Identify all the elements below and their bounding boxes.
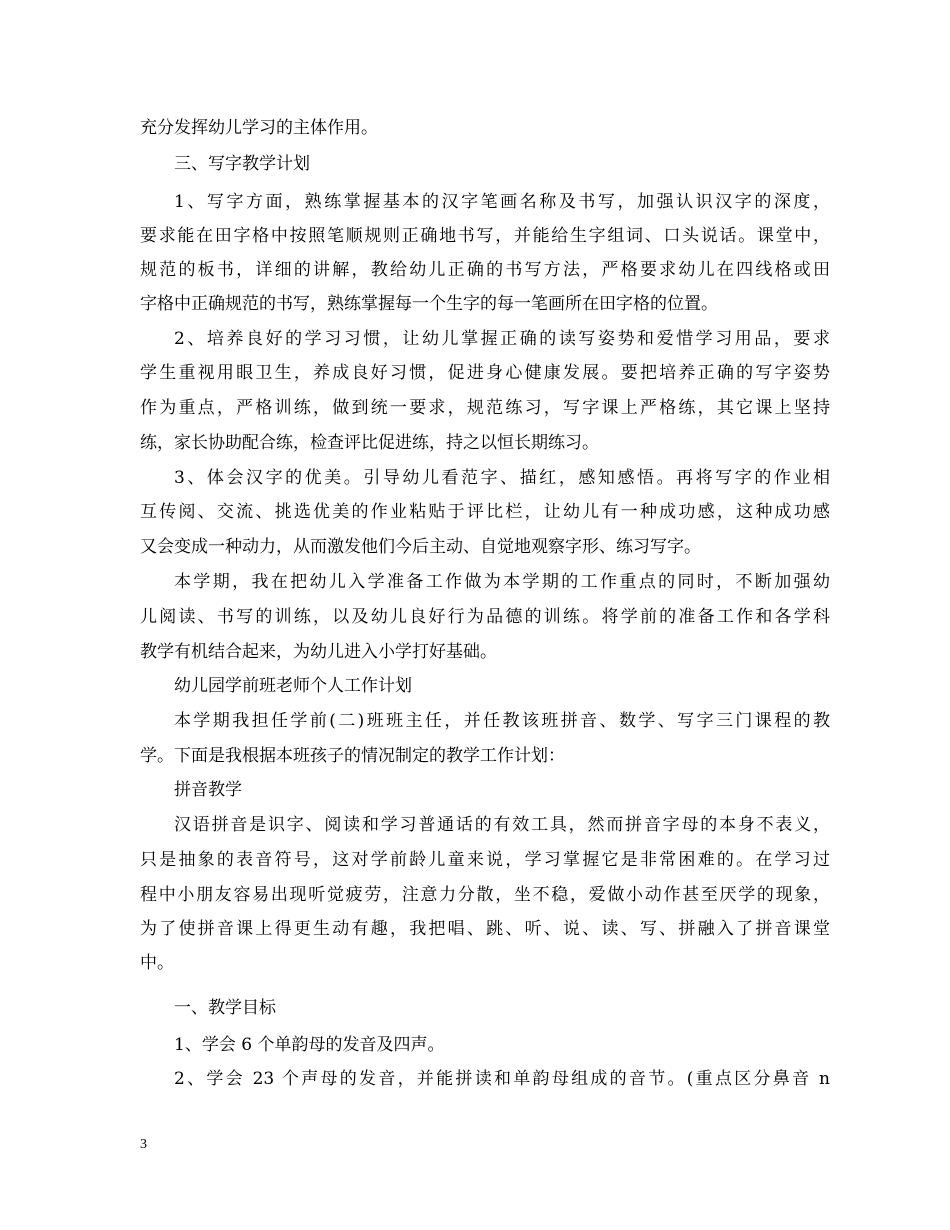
text-line: 学。下面是我根据本班孩子的情况制定的教学工作计划： <box>140 746 565 766</box>
text-line: 3、体会汉字的优美。引导幼儿看范字、描红，感知感悟。再将写字的作业相 <box>174 468 830 488</box>
text-line: 又会变成一种动力，从而激发他们今后主动、自觉地观察字形、练习写字。 <box>140 537 701 557</box>
text-line: 2、学会 23 个声母的发音，并能拼读和单韵母组成的音节。(重点区分鼻音 n <box>174 1069 830 1089</box>
text-line: 程中小朋友容易出现听觉疲劳，注意力分散，坐不稳，爱做小动作甚至厌学的现象， <box>140 885 830 905</box>
text-line: 汉语拼音是识字、阅读和学习普通话的有效工具，然而拼音字母的本身不表义， <box>174 815 830 835</box>
section-heading: 幼儿园学前班老师个人工作计划 <box>174 676 412 696</box>
text-line: 只是抽象的表音符号，这对学前龄儿童来说，学习掌握它是非常困难的。在学习过 <box>140 850 830 870</box>
text-line: 中。 <box>140 953 174 973</box>
text-line: 作为重点，严格训练，做到统一要求，规范练习，写字课上严格练，其它课上坚持 <box>140 398 830 418</box>
text-line: 字格中正确规范的书写，熟练掌握每一个生字的每一笔画所在田字格的位置。 <box>140 294 718 314</box>
section-heading: 三、写字教学计划 <box>174 154 310 174</box>
text-line: 规范的板书，详细的讲解，教给幼儿正确的书写方法，严格要求幼儿在四线格或田 <box>140 260 830 280</box>
text-line: 1、写字方面，熟练掌握基本的汉字笔画名称及书写，加强认识汉字的深度， <box>174 192 830 212</box>
text-line: 本学期，我在把幼儿入学准备工作做为本学期的工作重点的同时，不断加强幼 <box>174 572 830 592</box>
text-line: 要求能在田字格中按照笔顺规则正确地书写，并能给生字组词、口头说话。课堂中， <box>140 226 830 246</box>
text-line: 为了使拼音课上得更生动有趣，我把唱、跳、听、说、读、写、拼融入了拼音课堂 <box>140 919 830 939</box>
text-line: 互传阅、交流、挑选优美的作业粘贴于评比栏，让幼儿有一种成功感，这种成功感 <box>140 502 830 522</box>
text-line: 学生重视用眼卫生，养成良好习惯，促进身心健康发展。要把培养正确的写字姿势 <box>140 363 830 383</box>
text-line: 充分发挥幼儿学习的主体作用。 <box>140 118 378 138</box>
text-line: 练，家长协助配合练，检查评比促进练，持之以恒长期练习。 <box>140 433 599 453</box>
text-line: 本学期我担任学前(二)班班主任，并任教该班拼音、数学、写字三门课程的教 <box>174 711 830 731</box>
text-line: 2、培养良好的学习习惯，让幼儿掌握正确的读写姿势和爱惜学习用品，要求 <box>174 329 830 349</box>
section-heading: 一、教学目标 <box>174 998 276 1018</box>
section-heading: 拼音教学 <box>174 780 242 800</box>
page-number: 3 <box>140 1137 147 1152</box>
text-line: 儿阅读、书写的训练，以及幼儿良好行为品德的训练。将学前的准备工作和各学科 <box>140 607 830 627</box>
text-line: 1、学会 6 个单韵母的发音及四声。 <box>174 1035 445 1055</box>
text-line: 教学有机结合起来，为幼儿进入小学打好基础。 <box>140 642 497 662</box>
